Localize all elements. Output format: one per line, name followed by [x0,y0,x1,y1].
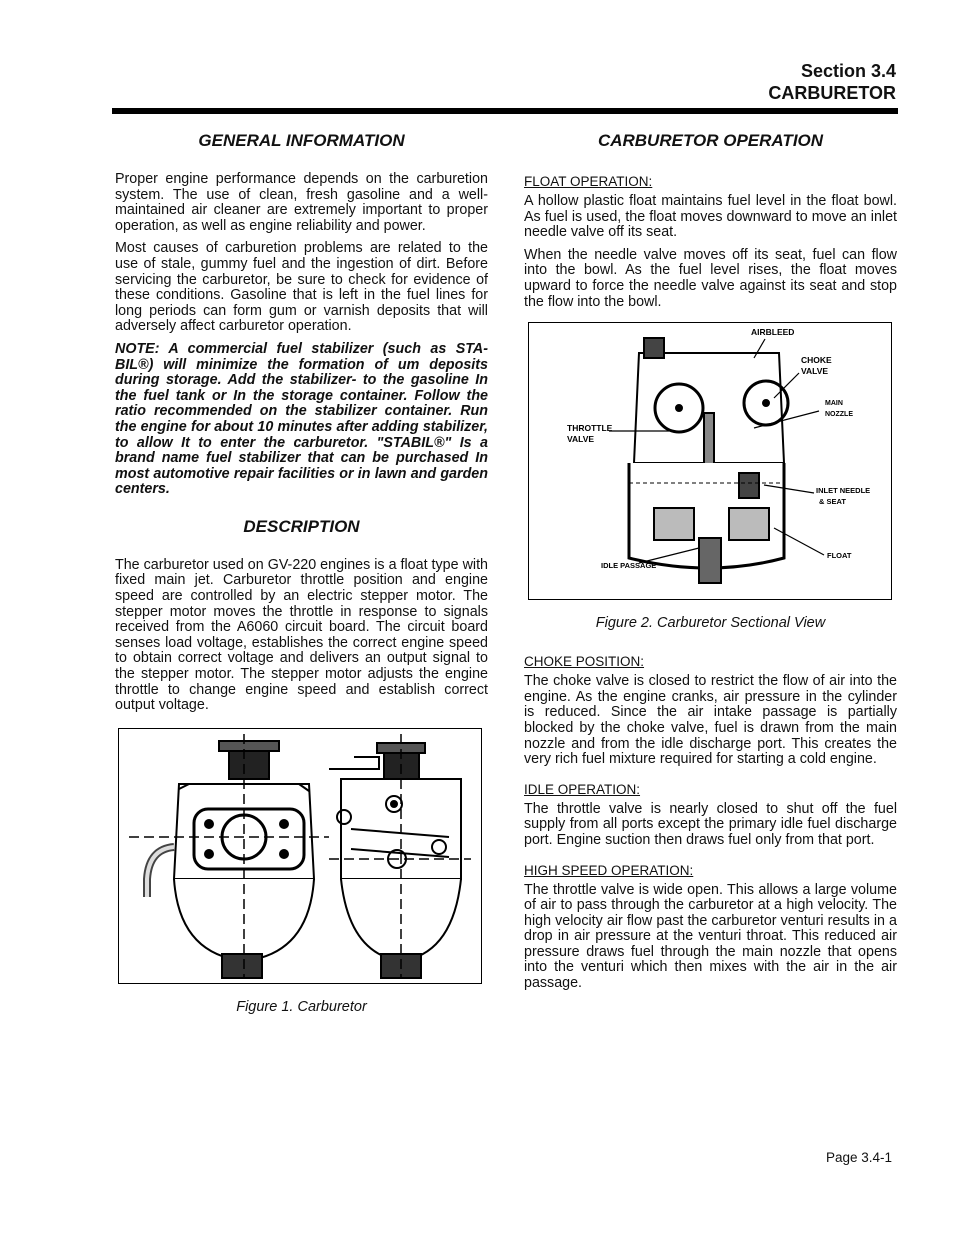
label-airbleed: AIRBLEED [751,327,795,338]
label-main-2: NOZZLE [825,411,853,419]
high-speed-operation-subheading: HIGH SPEED OPERATION: [524,862,694,878]
header-rule [112,108,898,114]
label-throttle-2: VALVE [567,434,595,445]
label-choke-1: CHOKE [801,355,832,366]
section-title: CARBURETOR [768,83,896,103]
float-paragraph-1: A hollow plastic float maintains fuel level in the float bowl. As fuel is used, the float moves downward to move an inlet needle valve off its seat. [524,193,897,241]
section-number: Section 3.4 [800,61,896,81]
right-column [524,126,897,999]
section-header [768,60,896,104]
left-column [115,126,488,1016]
carburetor-sectional-diagram [529,323,891,599]
label-float: FLOAT [827,551,852,561]
float-operation-subheading: FLOAT OPERATION: [524,174,653,189]
label-choke-2: VALVE [801,366,829,377]
label-main-1: MAIN [825,400,843,408]
figure-2-caption: Figure 2. Carburetor Sectional View [595,615,826,632]
idle-paragraph: The throttle valve is nearly closed to shut off the fuel supply from all ports except the primary idle fuel discharge port. Engine suction then draws fuel only from that port. [524,800,897,848]
high-speed-paragraph: The throttle valve is wide open. This allows a large volume of air to pass through the carburetor at a high velocity. The high velocity air flow past the carburetor venturi results in a drop in air pressure at the venturi throat. This reduced air pressure draws fuel through the main nozzle that opens into the venturi which then mixes with the air in the air passage. [524,881,897,992]
choke-position-subheading: CHOKE POSITION: [524,654,645,670]
label-throttle-1: THROTTLE [567,423,613,434]
general-information-heading: GENERAL INFORMATION [198,131,405,150]
carburetor-operation-heading: CARBURETOR OPERATION [597,131,824,150]
general-paragraph-2: Most causes of carburetion problems are related to the use of stale, gummy fuel and the ingestion of dirt. Before servicing the carburetor, be sure to check for evidence of these conditions. Gasoline that is left in the fuel lines for long periods can form gum or varnish deposits that will adversely affect carburetor operation. [115,240,488,335]
float-paragraph-2: When the needle valve moves off its seat, fuel can flow into the bowl. As the fuel level rises, the float moves upward to force the needle valve against its seat and stop the flow into the bowl. [524,246,897,310]
page-number: Page 3.4-1 [825,1150,892,1165]
label-inlet-2: & SEAT [819,497,846,507]
figure-1-caption: Figure 1. Carburetor [236,998,367,1015]
idle-operation-subheading: IDLE OPERATION: [524,781,641,797]
figure-2-sectional-view [528,322,892,600]
description-heading: DESCRIPTION [243,516,360,536]
description-paragraph: The carburetor used on GV-220 engines is a float type with fixed main jet. Carburetor throttle position and engine speed are controlled by an electric stepper motor. The stepper motor moves the throttle in response to signals received from the A6060 circuit board. The circuit board senses load voltage, establishes the correct engine speed to obtain correct voltage and delivers an output signal to the stepper motor. The stepper motor adjusts the engine throttle to change engine speed and establish correct output voltage. [115,556,488,714]
stabilizer-note: NOTE: A commercial fuel stabilizer (such as STA-BIL®) will minimize the formation of um deposits during storage. Add the stabilizer- to the gasoline In the fuel tank or In the storage container. Follow the ratio recommended on the stabilizer container. Run the engine for about 10 minutes after adding stabilizer, to allow It to enter the carburetor. "STABIL®" Is a brand name fuel stabilizer that can be purchased In most automotive repair facilities or in lawn and garden centers. [115,340,488,498]
choke-paragraph: The choke valve is closed to restrict the flow of air into the engine. As the engine cranks, air pressure in the cylinder is reduced. Since the air intake passage is partially blocked by the choke valve, fuel is drawn from the main nozzle and from the idle discharge port. This creates the very rich fuel mixture required for starting a cold engine. [524,673,897,768]
label-inlet-1: INLET NEEDLE [816,486,871,496]
carburetor-external-views [119,729,481,983]
general-paragraph-1: Proper engine performance depends on the carburetion system. The use of clean, fresh gasoline and a well-maintained air cleaner are extremely important to proper operation, as well as engine reliability and power. [115,171,488,234]
figure-1-carburetor-drawing [118,728,482,984]
label-idle-passage: IDLE PASSAGE [601,561,657,571]
